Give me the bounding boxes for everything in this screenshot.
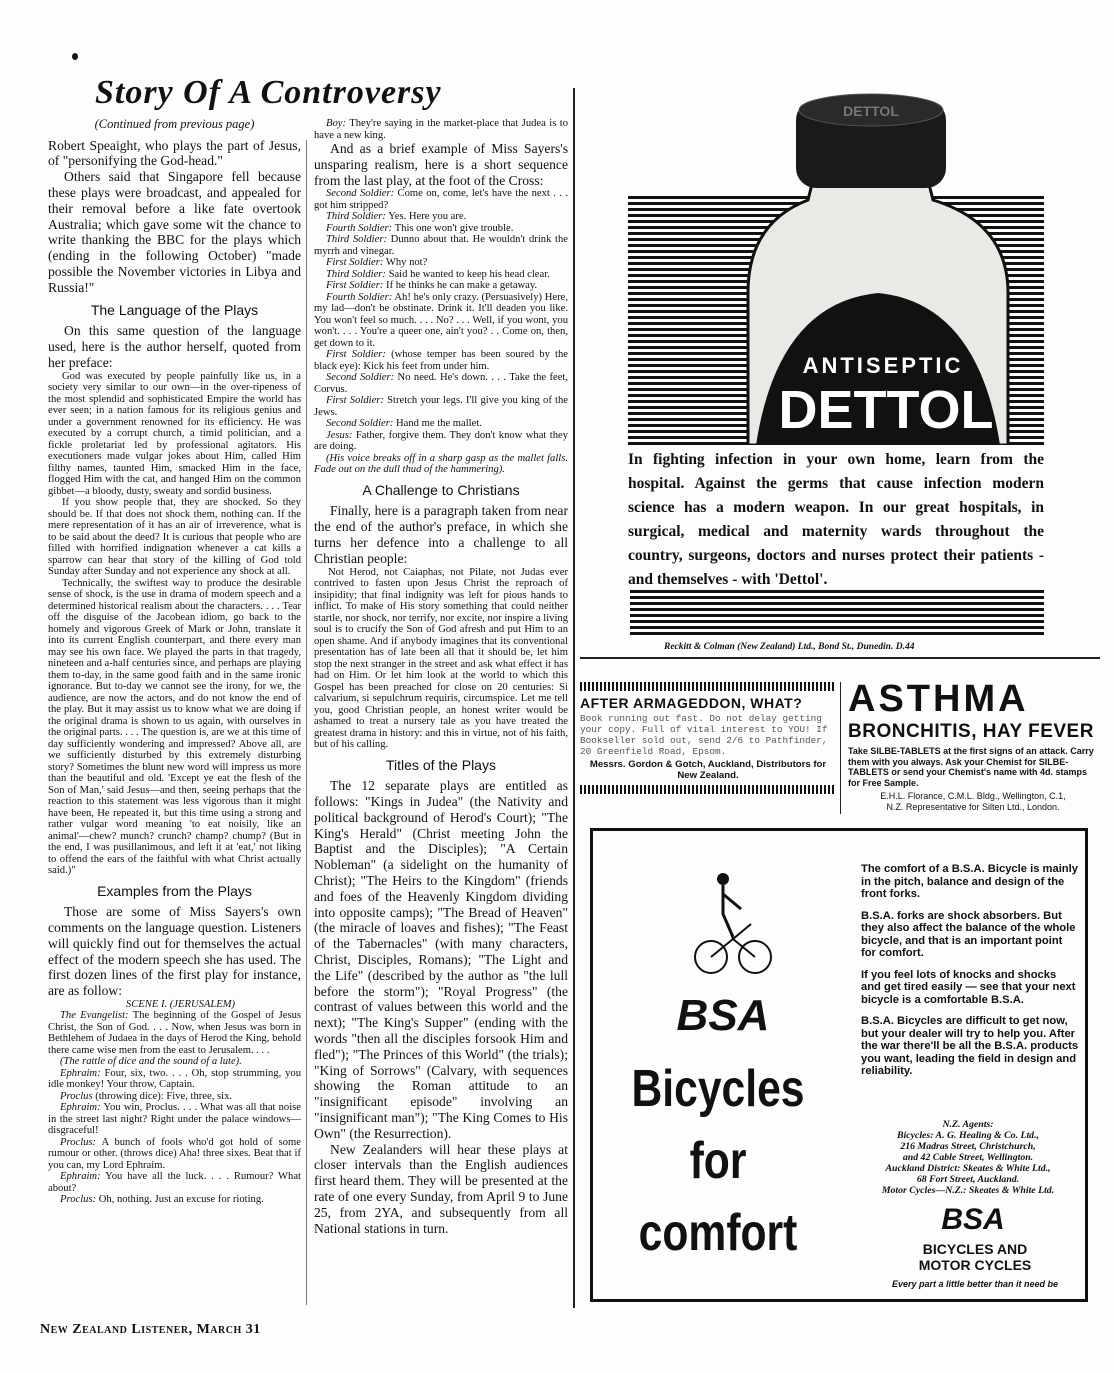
- tagline-line: MOTOR CYCLES: [918, 1257, 1032, 1273]
- speaker: Fourth Soldier:: [326, 222, 393, 234]
- speaker: Ephraim:: [60, 1102, 101, 1114]
- speaker: Boy:: [326, 118, 346, 129]
- bsa-logo: BSA: [676, 991, 770, 1040]
- decorative-bars: [580, 785, 836, 794]
- paragraph: Others said that Singapore fell because these plays were broadcast, and appealed for their removal before a like fate overtook Australia; which gave some wit the chance to write thanking the BBC for the plays which (ending in the following October) "made possible the November victories in Libya and Russia!": [48, 169, 301, 295]
- agent-line: Motor Cycles—N.Z.: Skeates & White Ltd.: [881, 1185, 1055, 1196]
- paragraph: And as a brief example of Miss Sayers's unsparing realism, here is a short sequence from the last play, at the foot of the Cross:: [314, 141, 568, 188]
- dialogue-line: [314, 280, 568, 292]
- armageddon-body: Book running out fast. Do not delay getting your copy. Full of vital interest to YOU! If Bookseller sold out, send 2/6 to Pathfinder, 20 Greenfield Road, Epsom.: [580, 713, 828, 757]
- label-antiseptic: ANTISEPTIC: [802, 353, 964, 378]
- bsa-agents: [855, 1119, 1081, 1196]
- column-rule: [306, 140, 307, 1305]
- preface-quote: Technically, the swiftest way to produce the desirable sense of shock, is the use in drama of modern speech and a determined historical realism about the characters. . . . Tear off the disguise of the Jacobean idiom, go back to the homely and vigorous Greek of Mark or John, translate it into its current English counterpart, and there every man may see his own face. We played the parts in that tragedy, nineteen and a-half centuries since, and perhaps are playing them to-day, in the same good faith and in the same ironic ignorance. But to-day we cannot see the irony, for we, the audience, are now the actors, and do not know the end of the play. But it may assist us to know what we are doing if the original drama is shown to us again, with ourselves in the original parts. . . . The question is, are we at this time of day sufficiently wondering and impressed? Above all, are we sufficiently disturbed by this extremely disturbing story? Sometimes the blunt new word will impress us more than the beautiful and old. 'Except ye eat the flesh of the Son of Man,' said Jesus—and then, seeing perhaps that the reaction to this statement was less vigorous than it might have been, He repeated it, but this time using a strong and rather vulgar word meaning 'to eat noisily, like an animal'—chew? munch? crunch? champ? chump? (But in the end, I was pusillanimous, and left it at 'eat,' not liking to offend the ears of the faithful with what Christ actually said.)": [48, 577, 301, 877]
- dialogue-block: [314, 118, 568, 141]
- bsa-paragraph: B.S.A. Bicycles are difficult to get now, but your dealer will try to help you. After the war there'll be all the B.S.A. products you want, leading the field in design and reliability.: [861, 1015, 1079, 1077]
- article-title: Story Of A Controversy: [95, 74, 442, 111]
- dialogue-line: [48, 1068, 301, 1091]
- speaker: First Soldier:: [326, 257, 384, 269]
- line-text: Stretch your legs. I'll give you king of the Jews.: [314, 395, 569, 418]
- paragraph: Robert Speaight, who plays the part of Jesus, of "personifying the God-head.": [48, 137, 301, 169]
- line-text: Father, forgive them. They don't know what they are doing.: [314, 429, 568, 453]
- paragraph: Those are some of Miss Sayers's own comments on the language question. Listeners will quickly find out for themselves the actual effect of the modern speech she has used. The first dozen lines of the first play for instance, are as follow:: [48, 904, 301, 999]
- preface-quote: Not Herod, not Caiaphas, not Pilate, not Judas ever contrived to fasten upon Jesus Christ the reproach of insipidity; that final indignity was left for pious hands to inflict. To make of His story something that could neither startle, nor shock, nor terrify, nor excite, nor inspire a living soul is to crucify the Son of God afresh and put Him to an open shame. And if anybody imagines that its conventional presentation has of late been all that it should be, let him stop the next stranger in the street and ask what effect it has had on Him. Or let him look at the world to which this Gospel has been preached for close on 20 centuries: Si calvarium, si sepulchrum requiris, circumspice. Let me tell you, good Christian people, an honest writer would be ashamed to treat a nursery tale as you have treated the greatest drama in history: and this in virtue, not of his faith, but of his calling.: [314, 566, 568, 751]
- subheading-challenge: A Challenge to Christians: [362, 481, 520, 498]
- bsa-headline: Bicycles: [631, 1060, 805, 1118]
- dialogue-line: [48, 1137, 301, 1172]
- dialogue-line: [314, 188, 568, 211]
- dialogue-line: [314, 292, 568, 350]
- speaker: First Soldier:: [326, 395, 384, 407]
- agent-line: Auckland District: Skeates & White Ltd.,: [885, 1163, 1051, 1174]
- speaker: First Soldier:: [326, 349, 386, 361]
- armageddon-distributors: Messrs. Gordon & Gotch, Auckland, Distributors for New Zealand.: [589, 759, 827, 781]
- line-text: You have all the luck. . . . Rumour? What about?: [48, 1171, 301, 1194]
- dialogue-line: [48, 1091, 301, 1103]
- section-rule: [580, 657, 1100, 659]
- dialogue-line: [314, 418, 568, 430]
- speaker: Second Soldier:: [326, 418, 394, 430]
- agent-line: 216 Madras Street, Christchurch,: [900, 1141, 1036, 1152]
- dialogue-line: [314, 211, 568, 223]
- speaker: (The rattle of dice and the sound of a lute).: [60, 1056, 242, 1068]
- line-text: Said he wanted to keep his head clear.: [385, 268, 550, 280]
- agent-line: 68 Fort Street, Auckland.: [916, 1174, 1020, 1185]
- dialogue-line: [314, 269, 568, 281]
- subheading-titles: Titles of the Plays: [386, 756, 496, 773]
- speaker: First Soldier:: [326, 280, 384, 292]
- speaker: Proclus: [60, 1090, 93, 1102]
- line-text: Come on, come, let's have the next . . . got him stripped?: [314, 188, 568, 211]
- article-column-1: [48, 118, 301, 1206]
- page-mark: [72, 53, 78, 60]
- speaker: Third Soldier:: [326, 234, 387, 246]
- speaker: Fourth Soldier:: [326, 291, 393, 303]
- paragraph: New Zealanders will hear these plays at closer intervals than the English audiences first heard them. They will be presented at the rate of one every Sunday, from April 9 to June 25, from 2YA, and subsequently from all National stations in turn.: [314, 1141, 568, 1236]
- page-footer: New Zealand Listener, March 31: [40, 1322, 261, 1337]
- bsa-logo-small: BSA: [941, 1203, 1005, 1236]
- bsa-paragraph: B.S.A. forks are shock absorbers. But they also affect the balance of the whole bicycle, and that is an important point for comfort.: [861, 909, 1076, 959]
- paragraph: Finally, here is a paragraph taken from near the end of the author's preface, in which she turns her defence into a challenge to all Christian people:: [314, 503, 568, 566]
- dialogue-line: [314, 118, 568, 141]
- dettol-bottom-illustration: [630, 590, 1044, 638]
- cyclist-illustration: [693, 869, 773, 979]
- paragraph: On this same question of the language used, here is the author herself, quoted from her preface:: [48, 323, 301, 370]
- dialogue-line: [48, 1102, 301, 1137]
- dialogue-block: [48, 1010, 301, 1206]
- asthma-ad: [848, 678, 1098, 812]
- agents-title: N.Z. Agents:: [942, 1119, 994, 1130]
- speaker: The Evangelist:: [60, 1010, 129, 1022]
- cap-lettering: DETTOL: [843, 103, 899, 119]
- tagline-line: BICYCLES AND: [922, 1241, 1028, 1257]
- ad-divider: [840, 682, 841, 814]
- line-text: If he thinks he can make a getaway.: [383, 280, 538, 292]
- dettol-bottle-illustration: [628, 88, 1044, 445]
- armageddon-headline: AFTER ARMAGEDDON, WHAT?: [580, 695, 803, 711]
- line-text: (whose temper has been soured by the black eye): Kick his feet from under him.: [314, 349, 568, 372]
- article-column-2: [314, 118, 568, 1236]
- line-text: The beginning of the Gospel of Jesus Christ, the Son of God. . . . Now, when Jesus was born in Bethlehem of Judaea in the days of Herod the King, behold there came wise men from the east to Jerusalem. . . .: [48, 1010, 301, 1056]
- line-text: No need. He's down. . . . Take the feet, Corvus.: [314, 372, 569, 395]
- bsa-copy: [861, 863, 1079, 1087]
- asthma-subheadline: BRONCHITIS, HAY FEVER: [848, 721, 1094, 742]
- dialogue-line: [48, 1056, 301, 1068]
- bsa-headline: comfort: [638, 1204, 798, 1262]
- agent-line: Bicycles: A. G. Healing & Co. Ltd.,: [897, 1130, 1039, 1141]
- dettol-credit: Reckitt & Colman (New Zealand) Ltd., Bond St., Dunedin. D.44: [664, 642, 915, 652]
- line-text: A bunch of fools who'd got hold of some rumour or other. (throws dice) Aha! three sixes. Beat that if you can, my Lord Ephraim.: [48, 1136, 301, 1171]
- column-rule: [573, 88, 575, 1308]
- paragraph: The 12 separate plays are entitled as follows: "Kings in Judea" (the Nativity and political background of Herod's Court); "The King's Herald" (Christ meeting John the Baptist and the Disciples); "A Certain Nobleman" (a sidelight on the humanity of Christ); "The Heirs to the Kingdom" (friends and foes of the Heavenly Kingdom dividing into opposite camps); "The Bread of Heaven" (the miracle of loaves and fishes); "The Feast of the Tabernacles" (with many characters, Christ, Disciples, Romans); "The Light and the Life" (described by the author as "the lull before the storm"); "Royal Progress" (the contrast of values between this world and the next); "The King's Supper" (ending with the words "then all the disciples forsook Him and fled"); "The Princes of this World" (the trials); "King of Sorrows" (Calvary, with sequences showing the Roman attitude to an "insignificant episode" involving an "insignificant man"); "The King Comes to His Own" (the Resurrection).: [314, 778, 568, 1141]
- subheading-examples: Examples from the Plays: [97, 882, 252, 899]
- line-text: They're saying in the market-place that Judea is to have a new king.: [314, 118, 568, 141]
- dialogue-line: [314, 453, 568, 476]
- line-text: This one won't give trouble.: [392, 222, 514, 234]
- scene-heading: SCENE I. (JERUSALEM): [125, 998, 236, 1010]
- speaker: Ephraim:: [60, 1067, 101, 1079]
- line-text: Four, six, two. . . . Oh, stop strumming, you idle monkey! Your throw, Captain.: [48, 1067, 301, 1091]
- speaker: Third Soldier:: [326, 268, 386, 280]
- line-text: You win, Proclus. . . . What was all that noise in the street last night? Right under the palace windows—disgraceful!: [48, 1102, 301, 1137]
- dialogue-line: [314, 372, 568, 395]
- speaker: Second Soldier:: [326, 372, 395, 384]
- speaker: Proclus:: [60, 1136, 97, 1148]
- speaker: Ephraim:: [60, 1171, 101, 1183]
- agent-line: and 42 Cable Street, Wellington.: [902, 1152, 1034, 1163]
- line-text: Why not?: [383, 257, 428, 269]
- dialogue-line: [314, 257, 568, 269]
- continued-note: (Continued from previous page): [94, 117, 255, 131]
- dialogue-line: [314, 223, 568, 235]
- speaker: Third Soldier:: [326, 211, 386, 223]
- line-text: Ah! he's only crazy. (Persuasively) Here, my lad—don't be obstinate. Drink it. It'll deaden you like. You won't feel so much. . . . No? . . . Well, if you wont, you won't. . . . You're a queer one, ain't you? . . Come on, then, get down to it.: [314, 291, 568, 349]
- asthma-rep: N.Z. Representative for Silten Ltd., London.: [886, 801, 1060, 812]
- speaker: (His voice breaks off in a sharp gasp as the mallet falls. Fade out on the dull thud of the hammering).: [314, 452, 568, 476]
- speaker: Proclus:: [60, 1194, 97, 1206]
- dialogue-line: [48, 1171, 301, 1194]
- line-text: Yes. Here you are.: [385, 211, 467, 223]
- preface-quote: God was executed by people painfully like us, in a society very similar to our own—in the over-ripeness of the most splendid and sophisticated Empire the world has ever seen; in a nation famous for its religious genius and under a government renowned for its efficiency. He was executed by a corrupt church, a timid politician, and a fickle proletariat led by professional agitators. His executioners made vulgar jokes about Him, called Him filthy names, taunted Him, smacked Him in the face, flogged Him with the cat, and hanged Him on the common gibbet—a bloody, dusty, sweaty and sordid business.: [48, 370, 301, 497]
- bsa-ad: [590, 828, 1088, 1302]
- bsa-slogan: Every part a little better than it need be: [891, 1279, 1059, 1289]
- bsa-paragraph: The comfort of a B.S.A. Bicycle is mainly in the pitch, balance and design of the front forks.: [861, 863, 1078, 900]
- asthma-headline: ASTHMA: [848, 678, 1029, 720]
- dialogue-line: [314, 395, 568, 418]
- line-text: Hand me the mallet.: [393, 418, 482, 430]
- speaker: Jesus:: [326, 429, 353, 441]
- preface-quote: If you show people that, they are shocked. So they should be. If that does not shock them, nothing can. If the mere representation of it has an air of irreverence, what is to be said about the deed? It is curious that people who are filled with horrified indignation whenever a cat kills a sparrow can hear that story of the killing of God told Sunday after Sunday and not experience any shock at all.: [48, 497, 301, 578]
- armageddon-ad: [580, 682, 836, 794]
- dialogue-line: [48, 1010, 301, 1056]
- dialogue-block: [314, 188, 568, 476]
- line-text: Dunno about that. He wouldn't drink the myrrh and vinegar.: [314, 234, 568, 257]
- decorative-bars: [580, 682, 836, 691]
- dialogue-line: [314, 349, 568, 372]
- dialogue-line: [314, 430, 568, 453]
- bsa-headline: for: [689, 1132, 747, 1190]
- bsa-tagline: [865, 1241, 1085, 1273]
- asthma-body: Take SILBE-TABLETS at the first signs of an attack. Carry them with you always. Ask your Chemist for SILBE-TABLETS or send your Chemist's name with 4d. stamps for Free Sample.: [848, 746, 1094, 788]
- line-text: Oh, nothing. Just an excuse for rioting.: [96, 1194, 264, 1206]
- dialogue-line: [314, 234, 568, 257]
- subheading-language: The Language of the Plays: [90, 301, 259, 318]
- line-text: (throwing dice): Five, three, six.: [92, 1090, 233, 1102]
- dialogue-line: [48, 1194, 301, 1206]
- speaker: Second Soldier:: [326, 188, 395, 200]
- bsa-paragraph: If you feel lots of knocks and shocks and get tired easily — see that your next bicycle is a comfortable B.S.A.: [861, 968, 1076, 1006]
- dettol-copy: In fighting infection in your own home, learn from the hospital. Against the germs that cause infection modern science has a modern weapon. In our great hospitals, in surgical, medical and maternity wards throughout the country, surgeons, doctors and nurses protect their patients - and themselves - with 'Dettol'.: [628, 451, 1044, 588]
- label-dettol: DETTOL: [778, 380, 994, 440]
- asthma-rep: E.H.L. Florance, C.M.L. Bldg., Wellington, C.1,: [880, 791, 1066, 801]
